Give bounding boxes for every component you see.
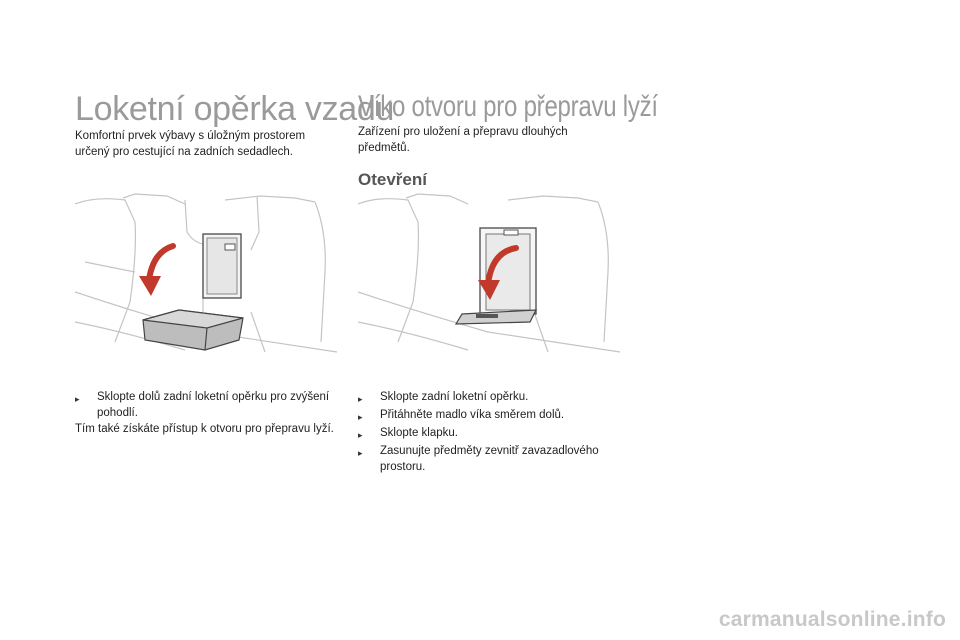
list-item: ▸ Přitáhněte madlo víka směrem dolů. (358, 407, 620, 425)
right-title: Víko otvoru pro přepravu lyží (358, 90, 658, 123)
arrow-right-outline-icon: ▸ (75, 394, 80, 404)
right-instructions (358, 389, 620, 475)
watermark: carmanualsonline.info (718, 608, 946, 631)
arrow-right-outline-icon: ▸ (358, 448, 363, 458)
left-intro: Komfortní prvek výbavy s úložným prostorem určený pro cestující na zadních sedadlech. (75, 130, 306, 158)
arrow-right-outline-icon: ▸ (358, 412, 363, 422)
right-section (358, 90, 658, 190)
armrest-illustration (75, 192, 337, 360)
right-intro: Zařízení pro uložení a přepravu dlouhých předmětů. (358, 126, 568, 154)
ski-hatch-illustration (358, 192, 620, 360)
list-item: ▸ Sklopte klapku. (358, 425, 620, 443)
list-item: ▸ Zasunujte předměty zevnitř zavazadlového prostoru. (358, 445, 599, 473)
list-item: ▸ Sklopte dolů zadní loketní opěrku pro zvýšení pohodlí. (75, 391, 330, 419)
left-note: Tím také získáte přístup k otvoru pro přepravu lyží. (75, 423, 334, 435)
left-instructions (75, 389, 337, 437)
left-section (75, 90, 395, 160)
arrow-right-outline-icon: ▸ (358, 430, 363, 440)
arrow-right-outline-icon: ▸ (358, 394, 363, 404)
list-item: ▸ Sklopte zadní loketní opěrku. (358, 389, 620, 407)
right-subheading: Otevření (358, 170, 427, 189)
left-title: Loketní opěrka vzadu (75, 90, 395, 128)
